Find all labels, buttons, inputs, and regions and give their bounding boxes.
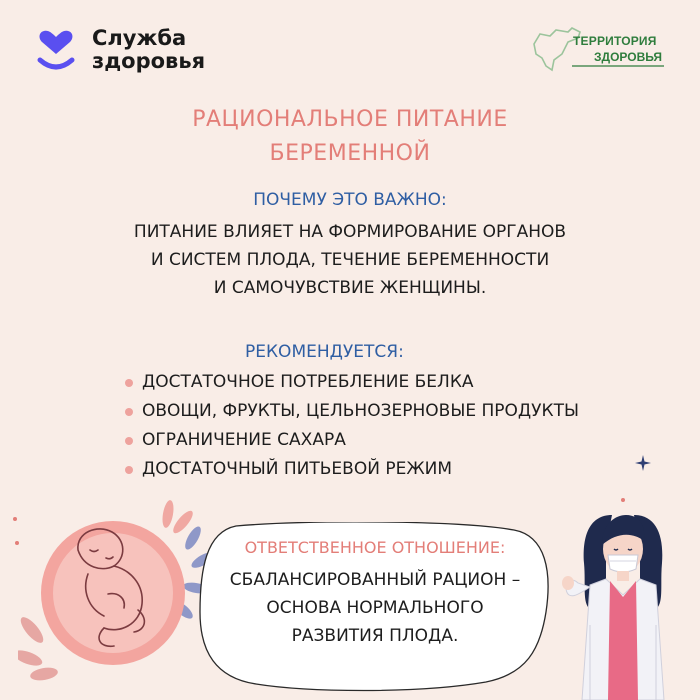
fetus-illustration-icon [18,498,218,698]
doctor-illustration-icon [560,505,690,700]
responsible-text [196,566,554,650]
responsible-heading: ОТВЕТСТВЕННОЕ ОТНОШЕНИЕ: [244,538,506,557]
sparkle-icon [635,455,651,471]
list-item-text: ДОСТАТОЧНОЕ ПОТРЕБЛЕНИЕ БЕЛКА [142,372,474,392]
partner-logo [528,24,668,74]
why-line-1: ПИТАНИЕ ВЛИЯЕТ НА ФОРМИРОВАНИЕ ОРГАНОВ [133,222,567,242]
list-item [125,397,579,426]
why-text [0,218,700,302]
brand-name [92,27,205,73]
list-item-text: ОВОЩИ, ФРУКТЫ, ЦЕЛЬНОЗЕРНОВЫЕ ПРОДУКТЫ [142,401,579,421]
bullet-icon [125,408,133,416]
dot-icon [620,497,626,503]
partner-line-1: ТЕРРИТОРИЯ [573,34,657,48]
speech-bubble [196,522,554,692]
why-line-3: И САМОЧУВСТВИЕ ЖЕНЩИНЫ. [213,278,487,298]
bullet-icon [125,466,133,474]
recommended-list [125,368,579,484]
map-outline-icon [528,24,668,74]
partner-line-2: ЗДОРОВЬЯ [594,50,663,64]
list-item-text: ОГРАНИЧЕНИЕ САХАРА [142,430,346,450]
brand-line-1: Служба [92,26,187,50]
responsible-line-2: ОСНОВА НОРМАЛЬНОГО [266,598,484,618]
brand-logo [30,24,205,76]
bullet-icon [125,437,133,445]
recommended-heading: РЕКОМЕНДУЕТСЯ: [245,342,404,362]
page-title [0,103,700,171]
list-item [125,426,579,455]
title-line-2: БЕРЕМЕННОЙ [269,141,431,166]
brand-line-2: здоровья [92,49,206,73]
responsible-line-1: СБАЛАНСИРОВАННЫЙ РАЦИОН – [229,570,521,590]
heart-smile-icon [30,24,82,76]
list-item [125,455,579,484]
list-item [125,368,579,397]
why-heading: ПОЧЕМУ ЭТО ВАЖНО: [253,190,447,210]
responsible-line-3: РАЗВИТИЯ ПЛОДА. [291,626,459,646]
list-item-text: ДОСТАТОЧНЫЙ ПИТЬЕВОЙ РЕЖИМ [142,459,453,479]
why-line-2: И СИСТЕМ ПЛОДА, ТЕЧЕНИЕ БЕРЕМЕННОСТИ [150,250,550,270]
bullet-icon [125,379,133,387]
title-line-1: РАЦИОНАЛЬНОЕ ПИТАНИЕ [192,107,508,132]
